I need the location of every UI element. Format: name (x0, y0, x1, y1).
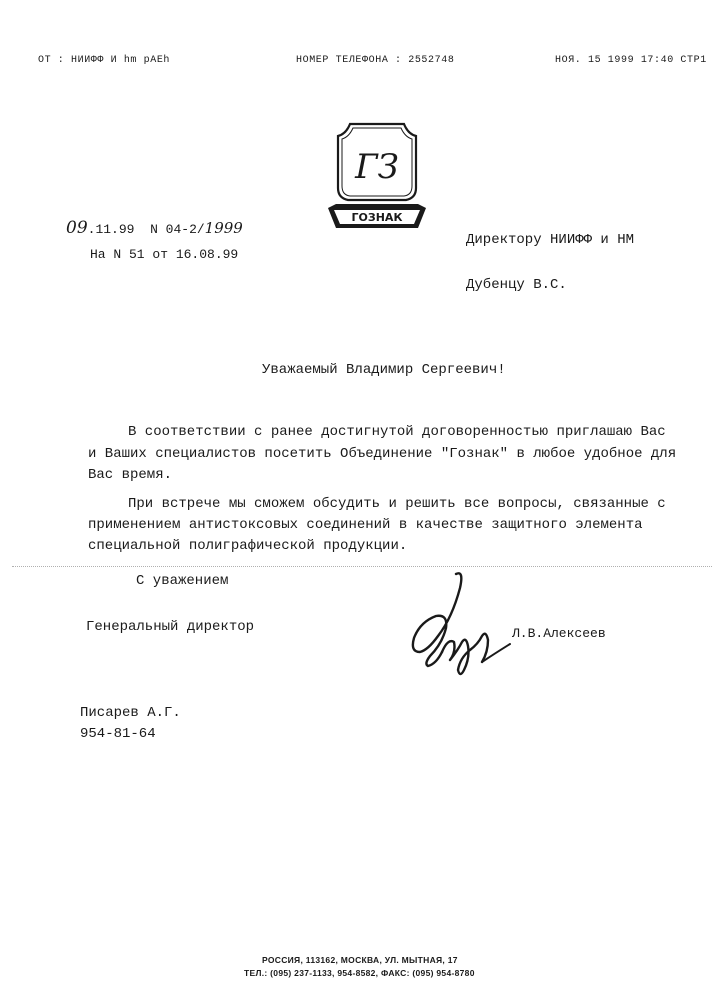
closing: С уважением (136, 573, 229, 589)
addressee-name: Дубенцу В.С. (466, 277, 567, 293)
reference-date-typed: .11.99 (87, 222, 135, 237)
fax-header-from: ОТ : НИИФФ И hm pAEh (38, 55, 171, 66)
reference-number: N 04-2/ (150, 222, 205, 237)
footer-phones: ТЕЛ.: (095) 237-1133, 954-8582, ФАКС: (095) 954-8780 (244, 968, 475, 978)
salutation: Уважаемый Владимир Сергеевич! (262, 362, 506, 378)
signatory-title: Генеральный директор (86, 619, 255, 635)
contact-name: Писарев А.Г. (80, 705, 181, 721)
footer-address: РОССИЯ, 113162, МОСКВА, УЛ. МЫТНАЯ, 17 (262, 955, 458, 965)
body-paragraph2-line: специальной полиграфической продукции. (88, 538, 408, 554)
contact-phone: 954-81-64 (80, 726, 156, 742)
signatory-name: Л.В.Алексеев (512, 626, 606, 641)
addressee-position: Директору НИИФФ и НМ (466, 232, 635, 248)
scan-artifact-line (12, 566, 712, 569)
handwritten-signature (398, 566, 528, 696)
reference-year-handwritten: 1999 (204, 219, 243, 237)
fax-header-date: НОЯ. 15 1999 17:40 СТР1 (555, 55, 707, 66)
body-paragraph1-line: Вас время. (88, 467, 173, 483)
fax-header-phone: НОМЕР ТЕЛЕФОНА : 2552748 (296, 55, 455, 66)
reference-in-reply: На N 51 от 16.08.99 (90, 247, 239, 262)
body-paragraph2-line: При встрече мы сможем обсудить и решить все вопросы, связанные с (128, 496, 666, 512)
reference-line (66, 218, 243, 238)
body-paragraph1-line: и Ваших специалистов посетить Объединение "Гознак" в любое удобное для (88, 446, 677, 462)
reference-date-handwritten: 09 (66, 218, 88, 238)
body-paragraph2-line: применением антистоксовых соединений в качестве защитного элемента (88, 517, 643, 533)
goznak-logo (322, 118, 432, 233)
logo-monogram: ГЗ (355, 147, 399, 187)
body-paragraph1-line: В соответствии с ранее достигнутой договоренностью приглашаю Вас (128, 424, 666, 440)
logo-name: ГОЗНАК (351, 211, 403, 224)
